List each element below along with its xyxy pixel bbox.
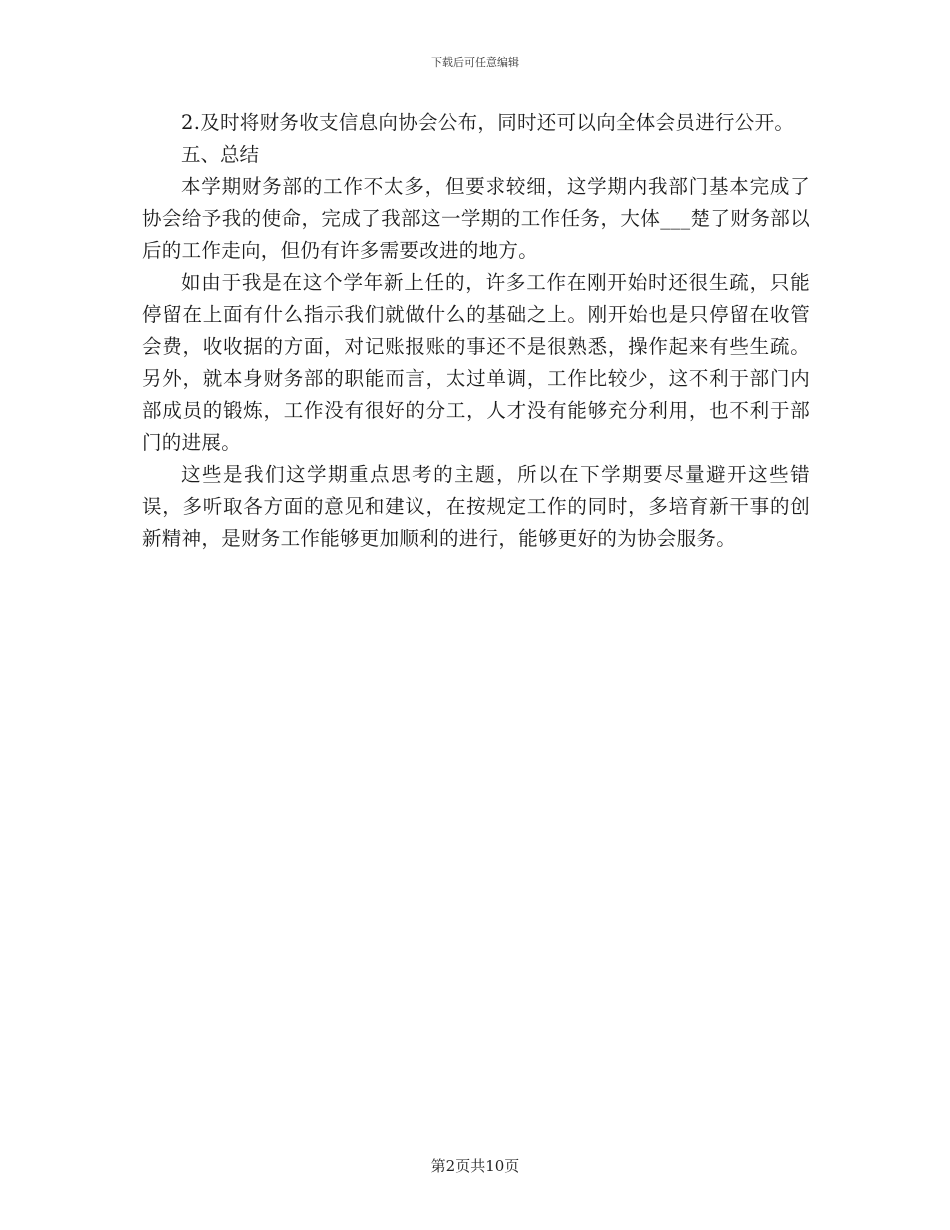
header-note: 下载后可任意编辑 <box>431 56 519 69</box>
document-body <box>142 107 810 555</box>
paragraph-shortcomings: 如由于我是在这个学年新上任的，许多工作在刚开始时还很生疏，只能停留在上面有什么指示我们就做什么的基础之上。刚开始也是只停留在收管会费，收收据的方面，对记账报账的事还不是很熟悉，操作起来有些生疏。另外，就本身财务部的职能而言，太过单调，工作比较少，这不利于部门内部成员的锻炼，工作没有很好的分工，人才没有能够充分利用，也不利于部门的进展。 <box>142 271 810 454</box>
paragraph-improvements: 这些是我们这学期重点思考的主题，所以在下学期要尽量避开这些错误，多听取各方面的意见和建议，在按规定工作的同时，多培育新干事的创新精神，是财务工作能够更加顺利的进行，能够更好的为协会服务。 <box>142 463 810 550</box>
page-number: 第2页共10页 <box>430 1157 520 1175</box>
section-heading-summary: 五、总结 <box>181 143 260 166</box>
paragraph-disclosure: 2.及时将财务收支信息向协会公布，同时还可以向全体会员进行公开。 <box>181 111 795 134</box>
paragraph-semester-overview: 本学期财务部的工作不太多，但要求较细，这学期内我部门基本完成了协会给予我的使命，完成了我部这一学期的工作任务，大体___楚了财务部以后的工作走向，但仍有许多需要改进的地方。 <box>142 175 810 262</box>
